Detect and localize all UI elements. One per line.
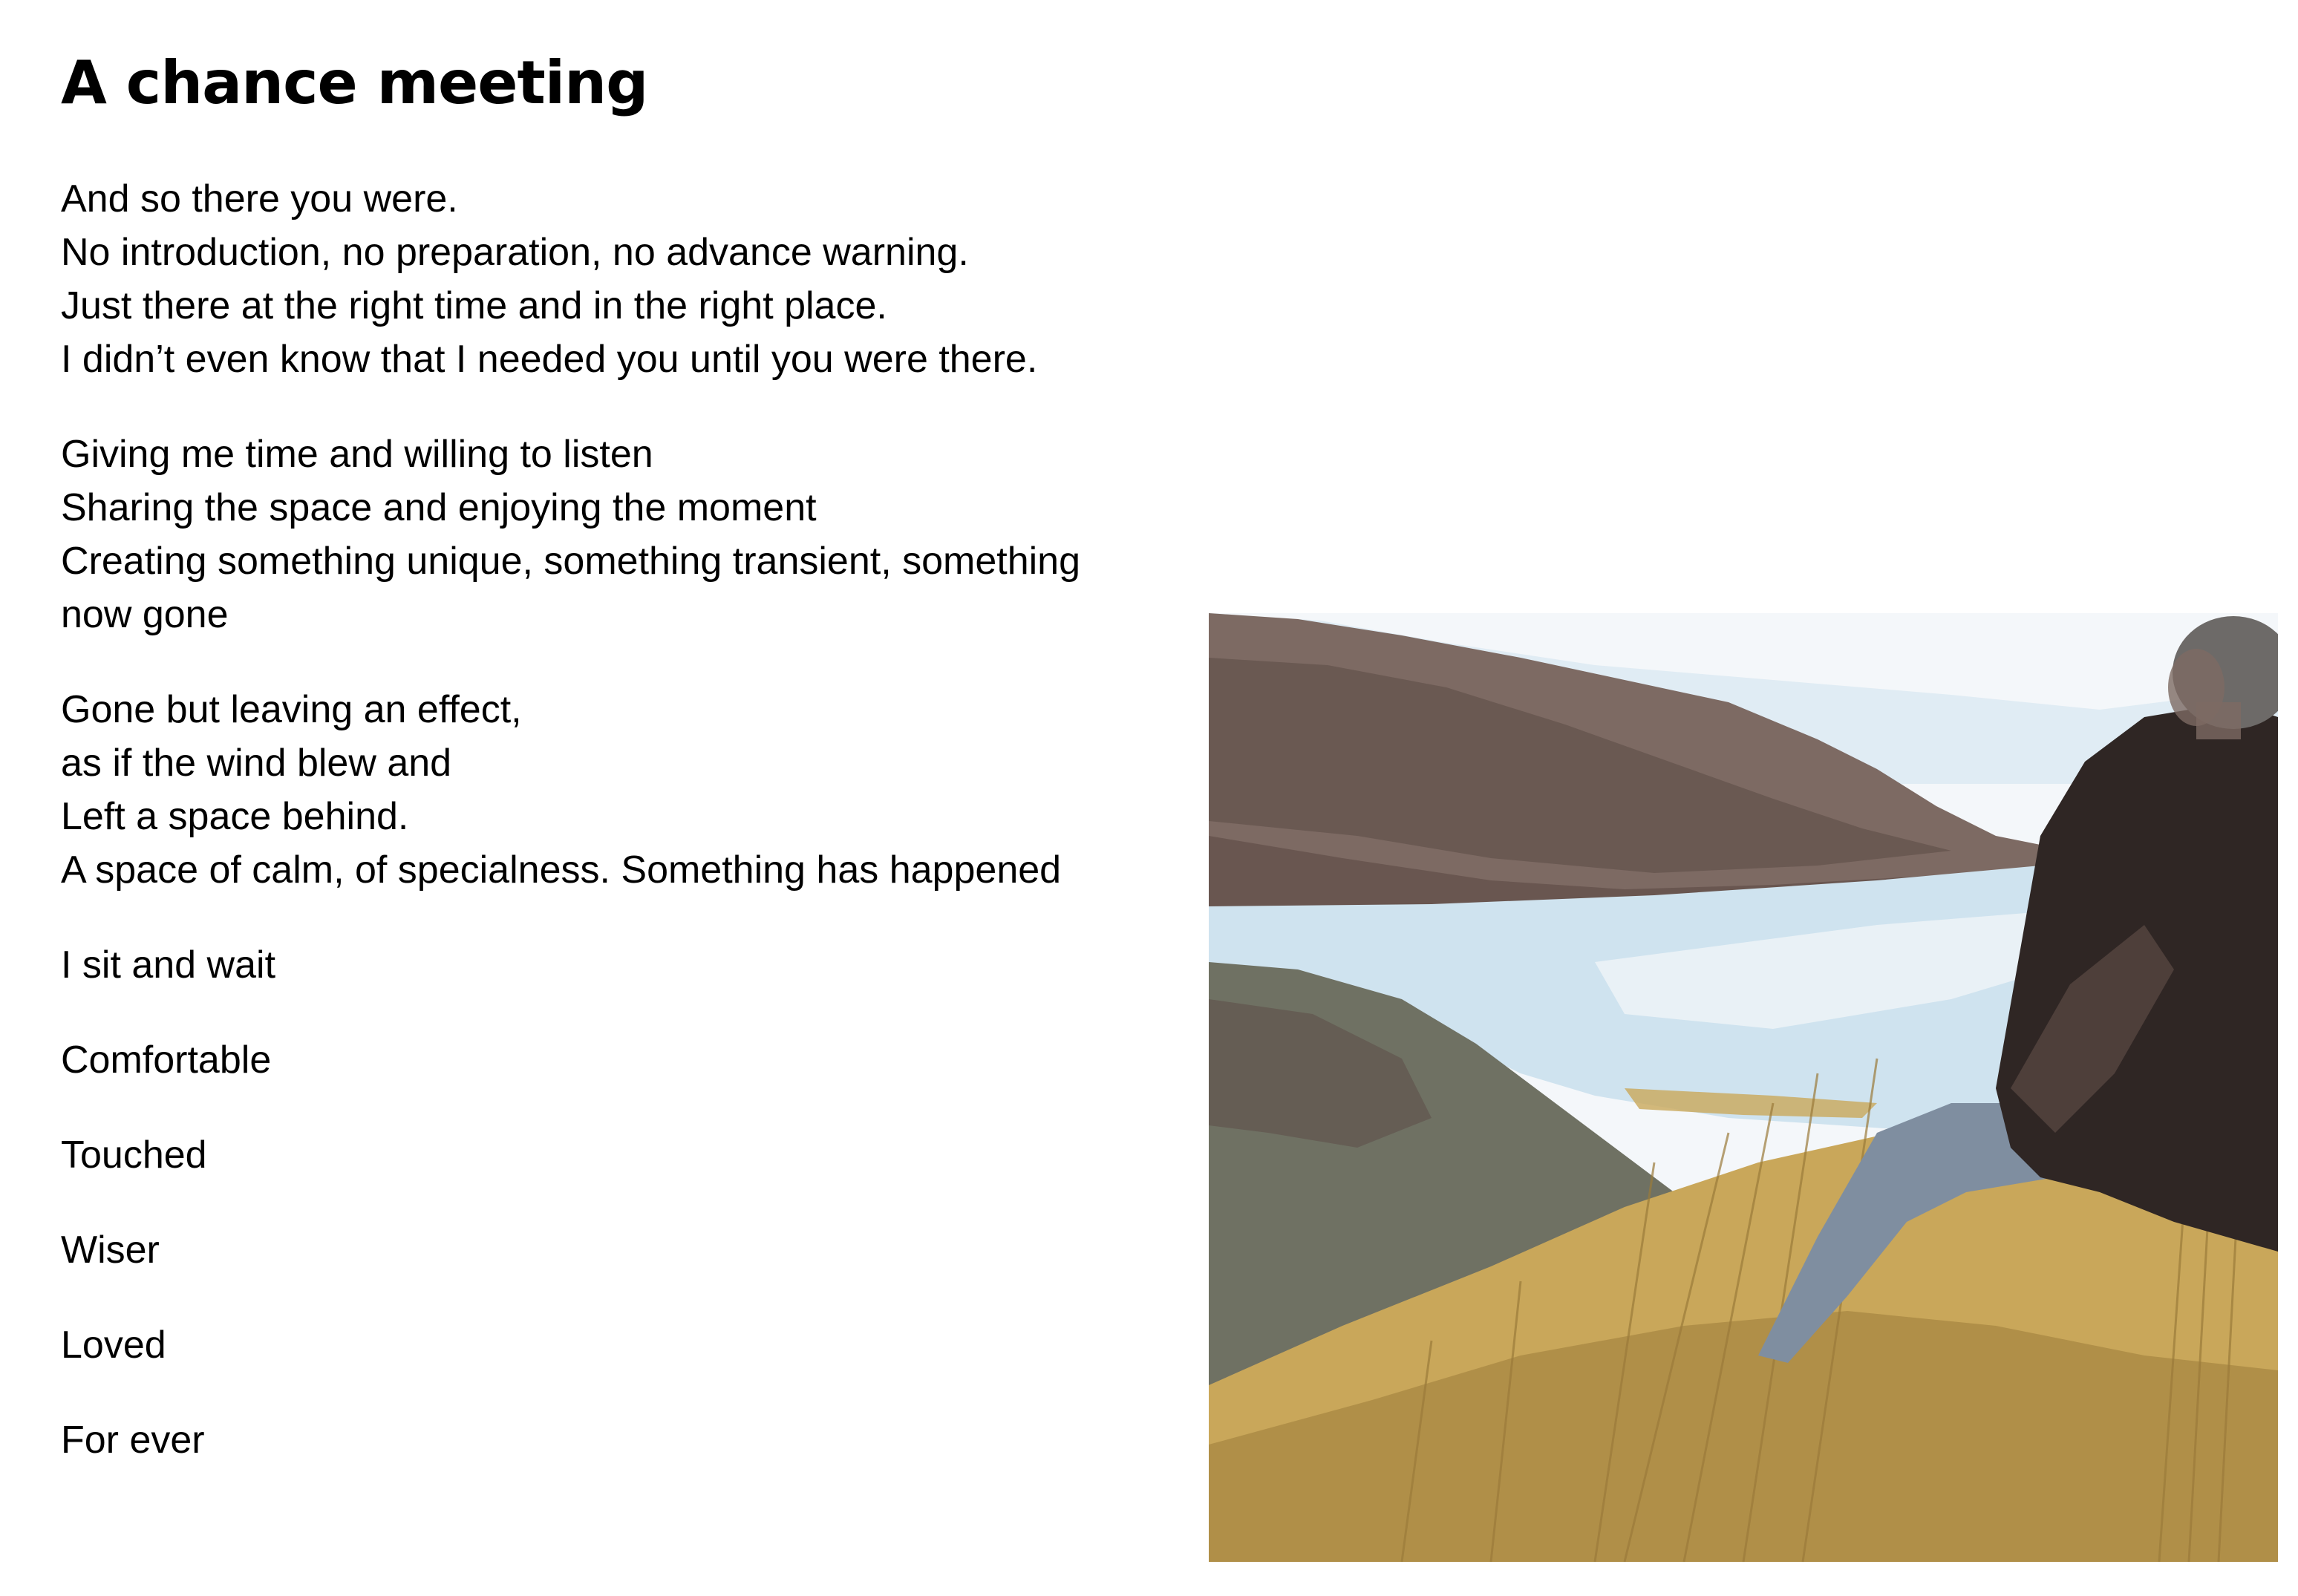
poem-line: Comfortable: [61, 1039, 272, 1082]
poem-line: Left a space behind.: [61, 795, 409, 838]
poem: [61, 172, 1189, 1508]
photo-neck: [2196, 702, 2241, 739]
poem-line: For ever: [61, 1419, 205, 1462]
poem-line: Creating something unique, something transient, something: [61, 540, 1081, 583]
stanza: [61, 172, 1189, 386]
poem-line: Just there at the right time and in the right place.: [61, 284, 887, 327]
stanza: [61, 1128, 1189, 1182]
stanza: [61, 428, 1189, 641]
stanza: [61, 938, 1189, 992]
poem-line: And so there you were.: [61, 177, 458, 220]
poem-line: Gone but leaving an effect,: [61, 688, 522, 731]
stanza: [61, 1318, 1189, 1372]
page-title: A chance meeting: [61, 48, 648, 117]
poem-line: I didn’t even know that I needed you until you were there.: [61, 338, 1038, 381]
poem-line: A space of calm, of specialness. Something has happened: [61, 848, 1062, 892]
poem-line: Sharing the space and enjoying the moment: [61, 486, 817, 529]
poem-line: Giving me time and willing to listen: [61, 433, 653, 476]
poem-line: I sit and wait: [61, 943, 276, 987]
poem-line: Touched: [61, 1134, 207, 1177]
poem-line: now gone: [61, 593, 229, 636]
poem-line: as if the wind blew and: [61, 742, 452, 785]
stanza: [61, 683, 1189, 897]
poem-line: Wiser: [61, 1229, 160, 1272]
landscape-photo: [1209, 613, 2278, 1562]
landscape-illustration: [1209, 613, 2278, 1562]
stanza: [61, 1223, 1189, 1277]
stanza: [61, 1413, 1189, 1467]
stanza: [61, 1033, 1189, 1087]
poem-line: Loved: [61, 1324, 166, 1367]
poem-line: No introduction, no preparation, no advance warning.: [61, 231, 969, 274]
